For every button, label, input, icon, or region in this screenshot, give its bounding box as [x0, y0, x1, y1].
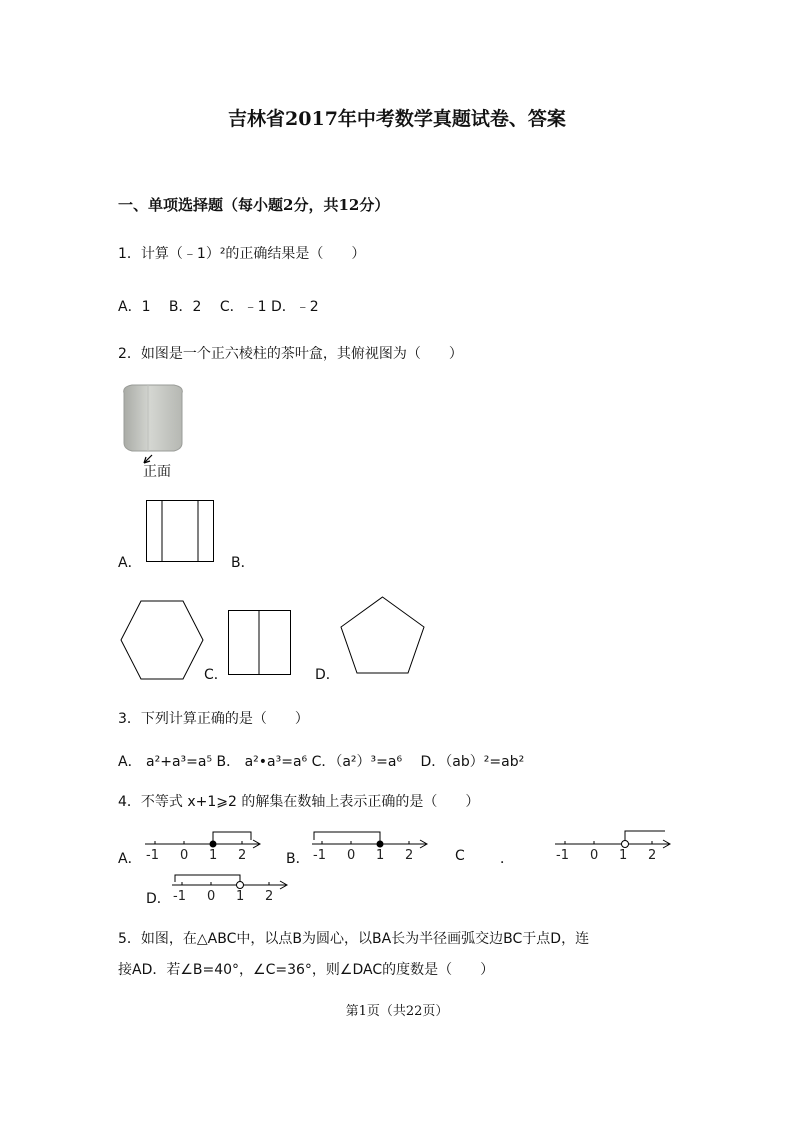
tick-label: 2	[405, 848, 414, 863]
tick-label: 2	[265, 889, 274, 904]
section-heading: 一、单项选择题（每小题2分，共12分）	[118, 196, 390, 214]
question-5-line-2: 接AD．若∠B=40°，∠C=36°，则∠DAC的度数是（ ）	[118, 962, 495, 978]
page-title: 吉林省2017年中考数学真题试卷、答案	[228, 108, 566, 130]
q4-option-b-label: B．	[286, 851, 310, 867]
option-a-figure	[146, 500, 214, 562]
tick-label: -1	[313, 848, 326, 863]
question-1-options: A．1 B．2 C．﹣1 D．﹣2	[118, 299, 319, 315]
tick-label: 0	[180, 848, 189, 863]
tick-label: 2	[648, 848, 657, 863]
q2-option-b-label: B．	[231, 555, 255, 571]
tick-label: 0	[347, 848, 356, 863]
q2-option-c-label: C．	[204, 667, 228, 683]
number-line-d	[172, 870, 292, 906]
tick-label: -1	[556, 848, 569, 863]
question-4-stem: 4．不等式 x+1⩾2 的解集在数轴上表示正确的是（ ）	[118, 794, 480, 810]
tick-label: 1	[209, 848, 218, 863]
tick-label: 1	[236, 889, 245, 904]
q4-option-d-label: D．	[146, 891, 171, 907]
q2-option-a-label: A．	[118, 555, 142, 571]
tick-label: 1	[376, 848, 385, 863]
q4-option-a-label: A．	[118, 851, 142, 867]
tick-label: -1	[173, 889, 186, 904]
number-line-b	[312, 827, 432, 863]
question-3-options: A． a²+a³=a⁵ B． a²•a³=a⁶ C．（a²）³=a⁶ D．（ab）²=ab²	[118, 754, 525, 770]
option-c-figure	[228, 610, 291, 675]
tick-label: -1	[146, 848, 159, 863]
tick-label: 1	[619, 848, 628, 863]
question-1-stem: 1．计算（﹣1）²的正确结果是（ ）	[118, 246, 366, 262]
page-footer: 第1页（共22页）	[345, 1004, 449, 1019]
tick-label: 2	[238, 848, 247, 863]
question-2-stem: 2．如图是一个正六棱柱的茶叶盒，其俯视图为（ ）	[118, 346, 463, 362]
q4-option-c-label: C	[455, 848, 465, 864]
front-label: 正面	[143, 464, 171, 480]
q4-option-c-dot: ．	[500, 851, 514, 867]
number-line-a	[145, 827, 265, 863]
question-5-line-1: 5．如图，在△ABC中，以点B为圆心，以BA长为半径画弧交边BC于点D，连	[118, 931, 590, 947]
number-line-c	[555, 827, 675, 863]
tick-label: 0	[590, 848, 599, 863]
question-3-stem: 3．下列计算正确的是（ ）	[118, 711, 309, 727]
option-b-hexagon	[120, 600, 204, 680]
option-d-pentagon	[340, 596, 425, 674]
q2-option-d-label: D．	[315, 667, 340, 683]
tick-label: 0	[207, 889, 216, 904]
